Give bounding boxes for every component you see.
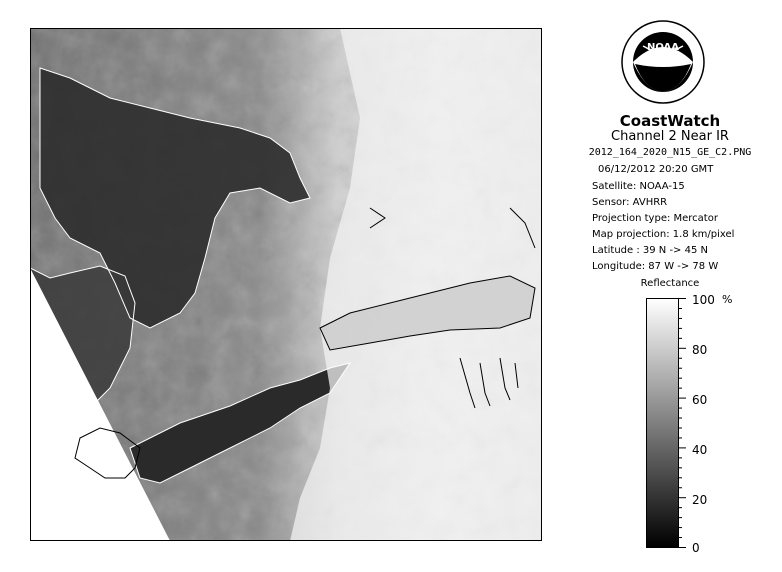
map-projection: Map projection: 1.8 km/pixel	[592, 229, 735, 240]
reflectance-colorbar	[646, 298, 686, 548]
tick-60: 60	[692, 393, 708, 407]
latitude-range: Latitude : 39 N -> 45 N	[592, 245, 708, 256]
product-title: CoastWatch	[619, 112, 721, 130]
datetime: 06/12/2012 20:20 GMT	[598, 164, 714, 175]
colorbar-ticks	[678, 299, 686, 548]
noaa-logo	[621, 20, 705, 104]
sensor: Sensor: AVHRR	[592, 197, 668, 208]
legend-title: Reflectance	[640, 278, 700, 289]
tick-20: 20	[692, 493, 708, 507]
tick-100: 100	[692, 293, 715, 307]
logo-text: NOAA	[646, 42, 680, 53]
tick-80: 80	[692, 343, 708, 357]
tick-0: 0	[692, 541, 700, 555]
filename: 2012_164_2020_N15_GE_C2.PNG	[588, 147, 752, 158]
channel-subtitle: Channel 2 Near IR	[611, 129, 729, 144]
satellite: Satellite: NOAA-15	[592, 181, 685, 192]
tick-40: 40	[692, 443, 708, 457]
longitude-range: Longitude: 87 W -> 78 W	[592, 261, 719, 272]
projection-type: Projection type: Mercator	[592, 213, 718, 224]
legend-unit: %	[722, 293, 733, 306]
satellite-image-map	[30, 28, 542, 541]
